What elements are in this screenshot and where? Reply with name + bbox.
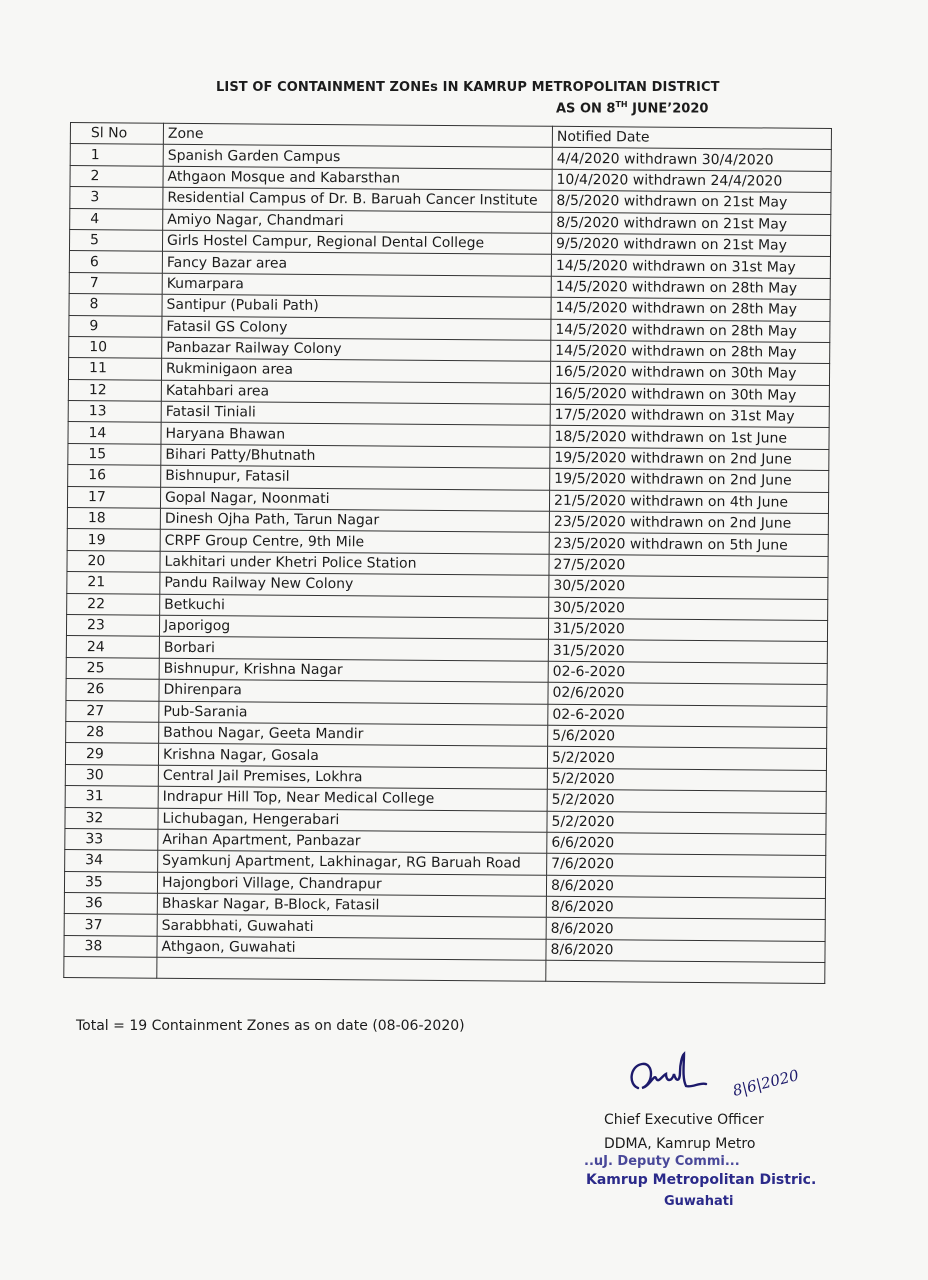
- cell-sl-no: 24: [66, 636, 159, 658]
- cell-notified-date: 5/2/2020: [547, 789, 826, 813]
- cell-notified-date: 7/6/2020: [547, 854, 826, 878]
- cell-notified-date: 14/5/2020 withdrawn on 28th May: [551, 319, 830, 343]
- cell-notified-date: 23/5/2020 withdrawn on 2nd June: [549, 511, 828, 535]
- cell-sl-no: 11: [68, 358, 161, 380]
- cell-sl-no: 4: [70, 208, 163, 230]
- cell-sl-no: 26: [66, 679, 159, 701]
- as-on-date: AS ON 8TH JUNE’2020: [556, 100, 709, 117]
- signature-block: [560, 1048, 860, 1228]
- cell-notified-date: 14/5/2020 withdrawn on 31st May: [551, 255, 830, 279]
- cell-zone: Fatasil GS Colony: [162, 316, 551, 340]
- cell-sl-no: 2: [70, 165, 163, 187]
- cell-sl-no: 38: [64, 935, 157, 957]
- cell-zone: Bihari Patty/Bhutnath: [161, 444, 550, 468]
- cell-notified-date: 31/5/2020: [548, 640, 827, 664]
- header-notified-date: Notified Date: [552, 126, 831, 150]
- cell-notified-date: 5/2/2020: [547, 747, 826, 771]
- cell-sl-no: 30: [65, 764, 158, 786]
- cell-zone: Bathou Nagar, Geeta Mandir: [159, 722, 548, 746]
- cell-zone: CRPF Group Centre, 9th Mile: [160, 530, 549, 554]
- containment-zones-table: [63, 122, 832, 984]
- cell-sl-no: 14: [68, 422, 161, 444]
- cell-zone: Dhirenpara: [159, 679, 548, 703]
- cell-zone: Dinesh Ojha Path, Tarun Nagar: [160, 508, 549, 532]
- cell-notified-date: 14/5/2020 withdrawn on 28th May: [551, 340, 830, 364]
- cell-zone: Hajongbori Village, Chandrapur: [157, 872, 546, 896]
- cell-notified-date: 17/5/2020 withdrawn on 31st May: [550, 404, 829, 428]
- cell-notified-date: 8/6/2020: [546, 939, 825, 963]
- empty-cell: [157, 957, 546, 981]
- signature-scrawl: [620, 1048, 740, 1108]
- header-sl-no: Sl No: [70, 123, 163, 145]
- cell-zone: Borbari: [159, 637, 548, 661]
- cell-zone: Gopal Nagar, Noonmati: [160, 487, 549, 511]
- cell-zone: Syamkunj Apartment, Lakhinagar, RG Baruah Road: [158, 850, 547, 874]
- cell-sl-no: 18: [67, 508, 160, 530]
- cell-sl-no: 3: [70, 187, 163, 209]
- document-title: LIST OF CONTAINMENT ZONEs IN KAMRUP METROPOLITAN DISTRICT: [216, 80, 720, 95]
- cell-sl-no: 15: [68, 443, 161, 465]
- cell-sl-no: 23: [66, 614, 159, 636]
- total-summary: Total = 19 Containment Zones as on date (08-06-2020): [76, 1018, 465, 1034]
- cell-zone: Athgaon Mosque and Kabarsthan: [163, 166, 552, 190]
- cell-zone: Betkuchi: [160, 594, 549, 618]
- cell-zone: Krishna Nagar, Gosala: [158, 744, 547, 768]
- cell-notified-date: 02-6-2020: [548, 661, 827, 685]
- cell-zone: Panbazar Railway Colony: [162, 337, 551, 361]
- office-name: DDMA, Kamrup Metro: [604, 1136, 756, 1152]
- cell-notified-date: 23/5/2020 withdrawn on 5th June: [549, 533, 828, 557]
- cell-sl-no: 21: [67, 572, 160, 594]
- cell-notified-date: 19/5/2020 withdrawn on 2nd June: [550, 447, 829, 471]
- cell-zone: Spanish Garden Campus: [163, 145, 552, 169]
- cell-sl-no: 29: [65, 743, 158, 765]
- cell-zone: Central Jail Premises, Lokhra: [158, 765, 547, 789]
- cell-notified-date: 5/2/2020: [547, 768, 826, 792]
- cell-notified-date: 8/6/2020: [546, 875, 825, 899]
- cell-zone: Bishnupur, Fatasil: [161, 465, 550, 489]
- stamp-line-1: ..uJ. Deputy Commi...: [584, 1154, 740, 1169]
- header-zone: Zone: [163, 123, 552, 147]
- empty-cell: [64, 957, 157, 979]
- cell-sl-no: 9: [69, 315, 162, 337]
- cell-notified-date: 30/5/2020: [549, 597, 828, 621]
- cell-notified-date: 30/5/2020: [549, 575, 828, 599]
- cell-sl-no: 10: [69, 336, 162, 358]
- cell-sl-no: 25: [66, 657, 159, 679]
- cell-zone: Athgaon, Guwahati: [157, 936, 546, 960]
- cell-zone: Girls Hostel Campur, Regional Dental College: [162, 230, 551, 254]
- cell-notified-date: 5/2/2020: [547, 811, 826, 835]
- cell-notified-date: 31/5/2020: [548, 618, 827, 642]
- cell-zone: Pub-Sarania: [159, 701, 548, 725]
- cell-sl-no: 20: [67, 550, 160, 572]
- cell-notified-date: 14/5/2020 withdrawn on 28th May: [551, 297, 830, 321]
- cell-zone: Lichubagan, Hengerabari: [158, 808, 547, 832]
- designation: Chief Executive Officer: [604, 1112, 764, 1128]
- cell-zone: Pandu Railway New Colony: [160, 572, 549, 596]
- cell-sl-no: 17: [67, 486, 160, 508]
- cell-zone: Arihan Apartment, Panbazar: [158, 829, 547, 853]
- cell-zone: Bishnupur, Krishna Nagar: [159, 658, 548, 682]
- stamp-line-2: Kamrup Metropolitan Distric.: [586, 1172, 817, 1188]
- cell-zone: Residential Campus of Dr. B. Baruah Cancer Institute: [163, 187, 552, 211]
- cell-zone: Katahbari area: [161, 380, 550, 404]
- cell-sl-no: 33: [65, 828, 158, 850]
- cell-sl-no: 6: [69, 251, 162, 273]
- cell-zone: Bhaskar Nagar, B-Block, Fatasil: [157, 893, 546, 917]
- cell-sl-no: 8: [69, 294, 162, 316]
- cell-zone: Fatasil Tiniali: [161, 401, 550, 425]
- cell-zone: Sarabbhati, Guwahati: [157, 915, 546, 939]
- cell-zone: Japorigog: [159, 615, 548, 639]
- cell-notified-date: 16/5/2020 withdrawn on 30th May: [550, 362, 829, 386]
- cell-sl-no: 28: [66, 721, 159, 743]
- table-body: [64, 144, 832, 984]
- cell-sl-no: 19: [67, 529, 160, 551]
- cell-notified-date: 9/5/2020 withdrawn on 21st May: [551, 233, 830, 257]
- cell-sl-no: 32: [65, 807, 158, 829]
- cell-notified-date: 19/5/2020 withdrawn on 2nd June: [550, 469, 829, 493]
- cell-sl-no: 31: [65, 786, 158, 808]
- cell-zone: Kumarpara: [162, 273, 551, 297]
- cell-sl-no: 35: [64, 871, 157, 893]
- signature-date: 8|6|2020: [730, 1066, 801, 1100]
- cell-notified-date: 02-6-2020: [548, 704, 827, 728]
- cell-sl-no: 5: [69, 229, 162, 251]
- cell-sl-no: 13: [68, 401, 161, 423]
- cell-zone: Haryana Bhawan: [161, 423, 550, 447]
- cell-zone: Lakhitari under Khetri Police Station: [160, 551, 549, 575]
- cell-zone: Amiyo Nagar, Chandmari: [163, 209, 552, 233]
- cell-sl-no: 34: [65, 850, 158, 872]
- cell-notified-date: 8/6/2020: [546, 918, 825, 942]
- cell-notified-date: 6/6/2020: [547, 832, 826, 856]
- cell-sl-no: 7: [69, 272, 162, 294]
- cell-notified-date: 8/5/2020 withdrawn on 21st May: [552, 212, 831, 236]
- empty-cell: [546, 960, 825, 983]
- cell-notified-date: 8/5/2020 withdrawn on 21st May: [552, 190, 831, 214]
- cell-notified-date: 14/5/2020 withdrawn on 28th May: [551, 276, 830, 300]
- cell-notified-date: 8/6/2020: [546, 896, 825, 920]
- cell-notified-date: 16/5/2020 withdrawn on 30th May: [550, 383, 829, 407]
- cell-notified-date: 21/5/2020 withdrawn on 4th June: [549, 490, 828, 514]
- cell-sl-no: 36: [64, 893, 157, 915]
- cell-sl-no: 1: [70, 144, 163, 166]
- cell-zone: Fancy Bazar area: [162, 252, 551, 276]
- cell-sl-no: 37: [64, 914, 157, 936]
- cell-notified-date: 4/4/2020 withdrawn 30/4/2020: [552, 148, 831, 172]
- cell-zone: Rukminigaon area: [161, 359, 550, 383]
- cell-sl-no: 12: [68, 379, 161, 401]
- cell-zone: Santipur (Pubali Path): [162, 294, 551, 318]
- cell-notified-date: 5/6/2020: [548, 725, 827, 749]
- cell-notified-date: 02/6/2020: [548, 682, 827, 706]
- stamp-line-3: Guwahati: [664, 1194, 734, 1209]
- cell-sl-no: 27: [66, 700, 159, 722]
- cell-zone: Indrapur Hill Top, Near Medical College: [158, 786, 547, 810]
- cell-notified-date: 10/4/2020 withdrawn 24/4/2020: [552, 169, 831, 193]
- cell-notified-date: 18/5/2020 withdrawn on 1st June: [550, 426, 829, 450]
- cell-sl-no: 16: [68, 465, 161, 487]
- cell-notified-date: 27/5/2020: [549, 554, 828, 578]
- cell-sl-no: 22: [67, 593, 160, 615]
